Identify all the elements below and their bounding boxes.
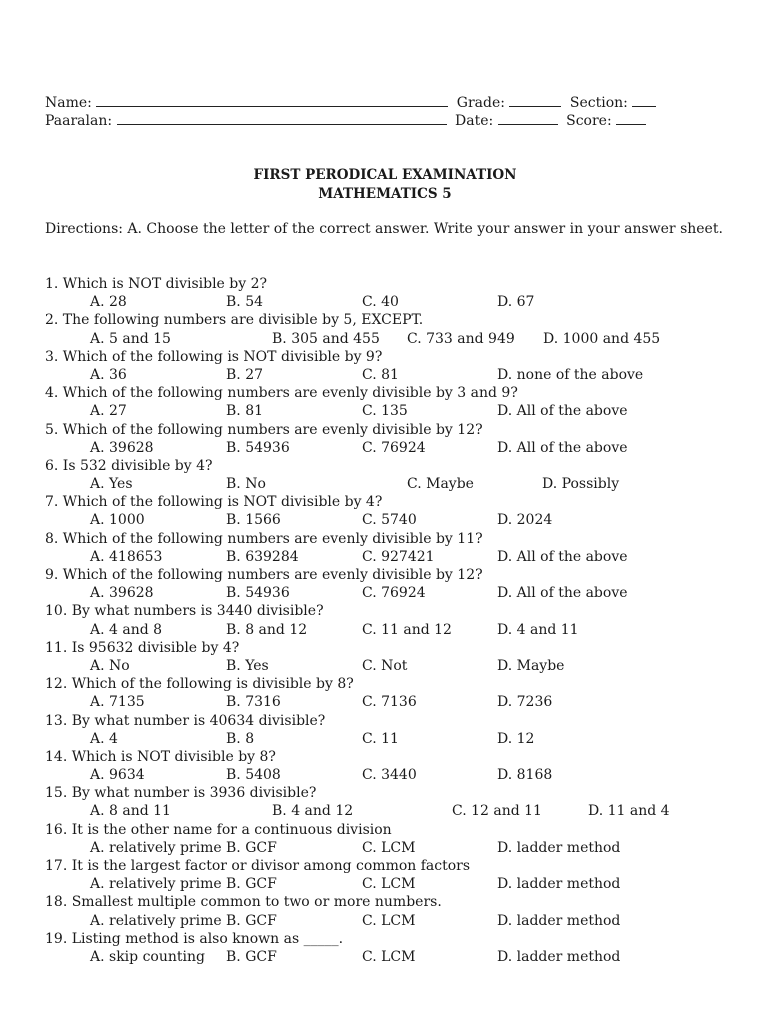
option-a: A. 4 and 8	[90, 621, 163, 638]
option-b: B. No	[226, 476, 266, 493]
option-a: A. relatively prime	[90, 912, 222, 929]
option-c: C. Maybe	[407, 476, 474, 493]
name-blank	[96, 94, 448, 107]
question-text: 12. Which of the following is divisible by 8?	[45, 676, 354, 693]
question-options	[45, 366, 735, 384]
question-text: 4. Which of the following numbers are evenly divisible by 3 and 9?	[45, 385, 518, 402]
option-b: B. 54	[226, 294, 264, 311]
option-c: C. Not	[362, 657, 408, 674]
option-a: A. 28	[90, 294, 127, 311]
option-c: C. LCM	[362, 839, 416, 856]
question-options	[45, 730, 735, 748]
option-d: D. All of the above	[497, 403, 628, 420]
question-options	[45, 839, 735, 857]
option-d: D. All of the above	[497, 439, 628, 456]
exam-title: FIRST PERODICAL EXAMINATION	[253, 167, 517, 183]
option-d: D. All of the above	[497, 585, 628, 602]
option-a: A. relatively prime	[90, 839, 222, 856]
option-d: D. 11 and 4	[588, 803, 670, 820]
option-a: A. relatively prime	[90, 876, 222, 893]
option-d: D. 4 and 11	[497, 621, 579, 638]
option-c: C. 81	[362, 366, 399, 383]
question-options	[45, 548, 735, 566]
option-d: D. Possibly	[542, 476, 620, 493]
directions-text: Directions: A. Choose the letter of the correct answer. Write your answer in your answer sheet.	[45, 221, 723, 237]
question-options	[45, 657, 735, 675]
option-b: B. 54936	[226, 585, 290, 602]
option-d: D. none of the above	[497, 366, 644, 383]
question-text: 17. It is the largest factor or divisor among common factors	[45, 858, 471, 874]
option-d: D. ladder method	[497, 948, 621, 965]
option-c: C. 11 and 12	[362, 621, 452, 638]
option-d: D. 7236	[497, 694, 553, 711]
option-d: D. Maybe	[497, 657, 565, 674]
option-b: B. GCF	[226, 912, 277, 929]
option-a: A. 4	[90, 730, 118, 747]
option-b: B. 305 and 455	[272, 330, 380, 347]
question-options	[45, 802, 735, 820]
question-options	[45, 948, 735, 966]
option-b: B. 8 and 12	[226, 621, 308, 638]
option-c: C. LCM	[362, 912, 416, 929]
question-text: 16. It is the other name for a continuous division	[45, 821, 392, 838]
option-a: A. Yes	[90, 476, 133, 493]
school-label: Paaralan:	[45, 113, 113, 129]
option-b: B. 639284	[226, 548, 299, 565]
option-c: C. 135	[362, 403, 408, 420]
option-a: A. 5 and 15	[90, 330, 171, 347]
section-label: Section:	[569, 95, 628, 111]
question-text: 6. Is 532 divisible by 4?	[45, 457, 213, 474]
option-d: D. 1000 and 455	[543, 330, 661, 347]
option-c: C. 12 and 11	[452, 803, 542, 820]
question-options	[45, 875, 735, 893]
option-b: B. GCF	[226, 948, 277, 965]
option-c: C. 3440	[362, 767, 417, 784]
option-a: A. No	[90, 657, 130, 674]
option-c: C. 7136	[362, 694, 417, 711]
score-blank	[616, 112, 646, 125]
question-text: 8. Which of the following numbers are evenly divisible by 11?	[45, 530, 483, 547]
question-text: 5. Which of the following numbers are evenly divisible by 12?	[45, 421, 483, 438]
option-c: C. 76924	[362, 585, 426, 602]
option-d: D. 2024	[497, 512, 553, 529]
option-b: B. 27	[226, 366, 264, 383]
option-a: A. 27	[90, 403, 127, 420]
question-options	[45, 912, 735, 930]
question-text: 18. Smallest multiple common to two or more numbers.	[45, 894, 442, 911]
question-options	[45, 439, 735, 457]
option-c: C. 40	[362, 294, 399, 311]
option-a: A. 36	[90, 366, 127, 383]
option-d: D. 8168	[497, 767, 553, 784]
question-options	[45, 693, 735, 711]
name-label: Name:	[45, 95, 92, 111]
question-options	[45, 330, 735, 348]
question-options	[45, 511, 735, 529]
option-c: C. 927421	[362, 548, 435, 565]
option-b: B. GCF	[226, 876, 277, 893]
option-a: A. skip counting	[90, 948, 205, 965]
question-text: 7. Which of the following is NOT divisible by 4?	[45, 494, 383, 511]
option-c: C. 5740	[362, 512, 417, 529]
option-c: C. 733 and 949	[407, 330, 515, 347]
grade-blank	[509, 94, 561, 107]
option-b: B. 1566	[226, 512, 281, 529]
date-blank	[498, 112, 558, 125]
option-a: A. 1000	[90, 512, 145, 529]
question-options	[45, 402, 735, 420]
option-a: A. 39628	[90, 585, 154, 602]
header-row-1	[45, 94, 656, 112]
question-list	[45, 275, 735, 966]
header-row-2	[45, 112, 646, 130]
question-text: 11. Is 95632 divisible by 4?	[45, 639, 240, 656]
school-blank	[117, 112, 447, 125]
question-text: 19. Listing method is also known as _____.	[45, 930, 344, 947]
question-text: 13. By what number is 40634 divisible?	[45, 712, 326, 729]
option-b: B. 4 and 12	[272, 803, 354, 820]
option-a: A. 8 and 11	[90, 803, 171, 820]
option-a: A. 7135	[90, 694, 145, 711]
question-text: 10. By what numbers is 3440 divisible?	[45, 603, 324, 620]
option-b: B. 81	[226, 403, 264, 420]
question-text: 3. Which of the following is NOT divisible by 9?	[45, 348, 383, 365]
option-c: C. LCM	[362, 876, 416, 893]
question-options	[45, 766, 735, 784]
option-b: B. 7316	[226, 694, 281, 711]
date-label: Date:	[455, 113, 494, 129]
option-b: B. 5408	[226, 767, 281, 784]
exam-subject: MATHEMATICS 5	[318, 186, 452, 202]
option-b: B. 8	[226, 730, 255, 747]
option-a: A. 9634	[90, 767, 145, 784]
question-options	[45, 475, 735, 493]
section-blank	[632, 94, 656, 107]
option-d: D. 12	[497, 730, 535, 747]
option-d: D. ladder method	[497, 839, 621, 856]
option-d: D. 67	[497, 294, 535, 311]
question-text: 15. By what number is 3936 divisible?	[45, 785, 317, 802]
option-d: D. All of the above	[497, 548, 628, 565]
option-a: A. 418653	[90, 548, 163, 565]
question-options	[45, 621, 735, 639]
option-a: A. 39628	[90, 439, 154, 456]
option-d: D. ladder method	[497, 876, 621, 893]
question-text: 1. Which is NOT divisible by 2?	[45, 276, 268, 292]
option-b: B. 54936	[226, 439, 290, 456]
question-options	[45, 293, 735, 311]
question-text: 9. Which of the following numbers are evenly divisible by 12?	[45, 567, 483, 583]
question-text: 14. Which is NOT divisible by 8?	[45, 748, 276, 765]
option-c: C. 11	[362, 730, 399, 747]
option-c: C. 76924	[362, 439, 426, 456]
option-b: B. GCF	[226, 839, 277, 856]
question-text: 2. The following numbers are divisible by 5, EXCEPT.	[45, 312, 424, 329]
score-label: Score:	[566, 113, 612, 129]
option-c: C. LCM	[362, 948, 416, 965]
option-d: D. ladder method	[497, 912, 621, 929]
grade-label: Grade:	[456, 95, 505, 111]
option-b: B. Yes	[226, 657, 269, 674]
question-options	[45, 584, 735, 602]
